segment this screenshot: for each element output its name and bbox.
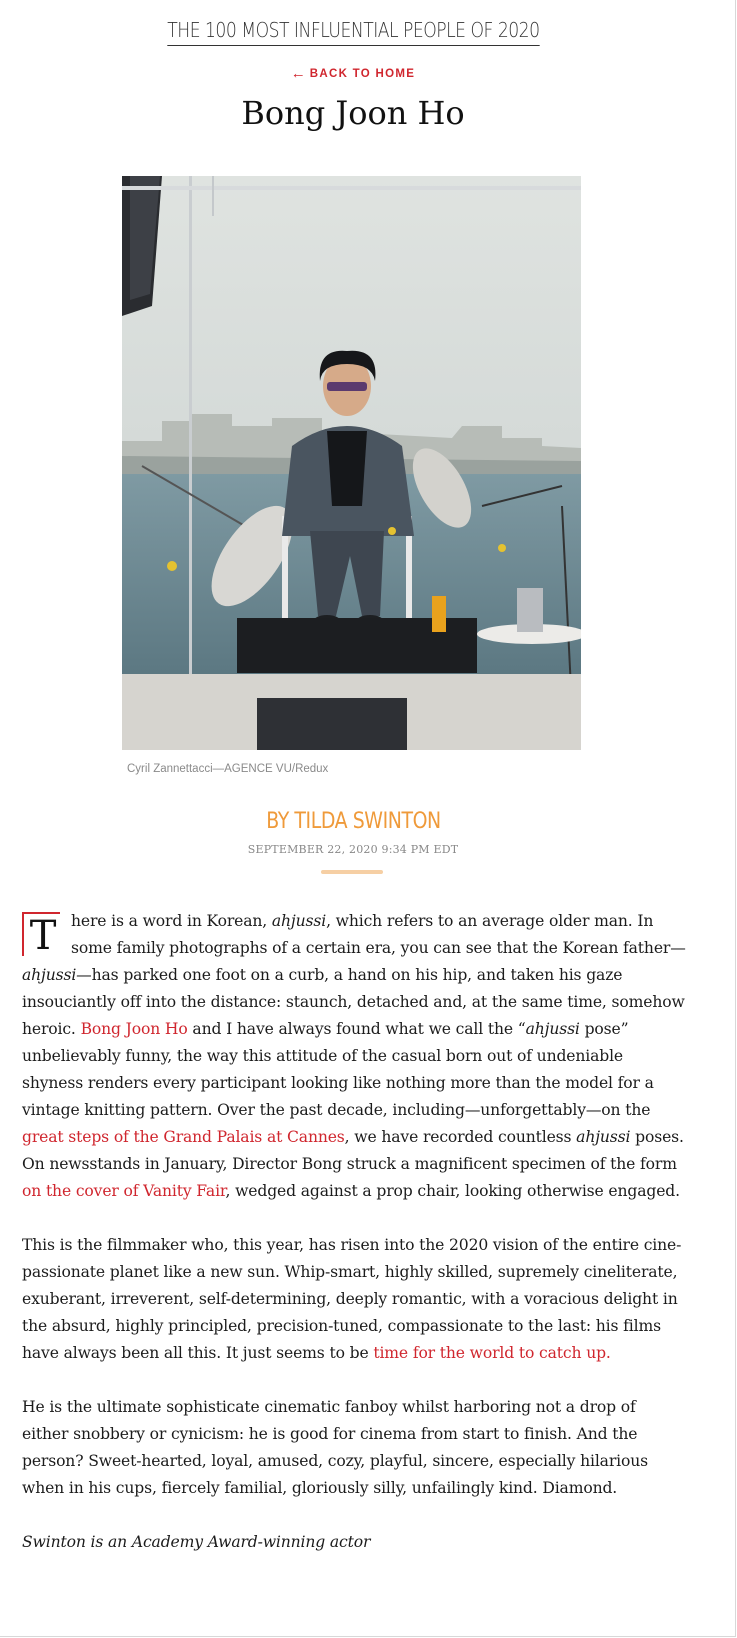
inline-link[interactable]: Bong Joon Ho xyxy=(80,1020,188,1038)
inline-link[interactable]: great steps of the Grand Palais at Cannes xyxy=(22,1128,345,1146)
italic-term: ahjussi xyxy=(576,1128,631,1146)
dropcap: T xyxy=(22,912,60,956)
text-run: , wedged against a prop chair, looking otherwise engaged. xyxy=(225,1182,680,1200)
portrait-photo xyxy=(122,176,581,750)
publish-date: SEPTEMBER 22, 2020 9:34 PM EDT xyxy=(247,843,459,856)
text-run: , which refers to an average older man. In some family photographs of a certain era, you can see that the Korean father— xyxy=(71,912,686,957)
text-run: —has parked one foot on a curb, a hand on his hip, and taken his gaze insouciantly off into the distance: staunch, detached and, at the same time, somehow heroic. xyxy=(22,966,685,1038)
text-run: , we have recorded countless xyxy=(344,1128,577,1146)
paragraph-1 xyxy=(22,908,686,1205)
text-run: here is a word in Korean, xyxy=(71,912,272,930)
text-run: pose” unbelievably funny, the way this attitude of the casual born out of undeniable shyness renders every participant looking like nothing more than the model for a vintage knitting pattern. Over the past decade, including—unforgettably—on the xyxy=(22,1020,654,1119)
paragraph-2 xyxy=(22,1232,686,1367)
italic-term: ahjussi xyxy=(525,1020,580,1038)
page-title: Bong Joon Ho xyxy=(241,94,465,132)
paragraph-3 xyxy=(22,1394,686,1502)
italic-term: ahjussi xyxy=(271,912,327,930)
section-divider xyxy=(321,870,383,874)
paragraph-1-text xyxy=(22,912,686,1200)
series-title[interactable] xyxy=(0,18,706,46)
italic-term: ahjussi xyxy=(22,966,77,984)
back-to-home-label: BACK TO HOME xyxy=(309,68,416,80)
author-signature: Swinton is an Academy Award-winning actor xyxy=(22,1533,371,1551)
text-run: He is the ultimate sophisticate cinematic fanboy whilst harboring not a drop of either snobbery or cynicism: he is good for cinema from start to finish. And the person? Sweet-hearted, loyal, amused, cozy, playful, sincere, especially hilarious when in his cups, fiercely familial, gloriously silly, unfailingly kind. Diamond. xyxy=(22,1398,648,1497)
author-name[interactable]: BY TILDA SWINTON xyxy=(265,809,441,834)
inline-link[interactable]: time for the world to catch up. xyxy=(373,1344,611,1362)
text-run: and I have always found what we call the “ xyxy=(187,1020,526,1038)
portrait-photo-illustration xyxy=(122,176,581,750)
series-title-text[interactable]: THE 100 MOST INFLUENTIAL PEOPLE OF 2020 xyxy=(167,18,539,46)
arrow-left-icon: ← xyxy=(290,65,306,82)
back-to-home-link[interactable] xyxy=(0,64,706,81)
photo-credit: Cyril Zannettacci—AGENCE VU/Redux xyxy=(127,763,329,775)
article-body xyxy=(22,908,686,1583)
text-run: This is the filmmaker who, this year, has risen into the 2020 vision of the entire cine-passionate planet like a new sun. Whip-smart, highly skilled, supremely cineliterate, exuberant, irreverent, self-determining, deeply romantic, with a voracious delight in the absurd, highly principled, precision-tuned, compassionate to the last: his films have always been all this. It just seems to be xyxy=(22,1236,682,1362)
inline-link[interactable]: on the cover of Vanity Fair xyxy=(22,1182,226,1200)
byline xyxy=(0,809,706,834)
text-run: poses. On newsstands in January, Director Bong struck a magnificent specimen of the form xyxy=(22,1128,684,1173)
